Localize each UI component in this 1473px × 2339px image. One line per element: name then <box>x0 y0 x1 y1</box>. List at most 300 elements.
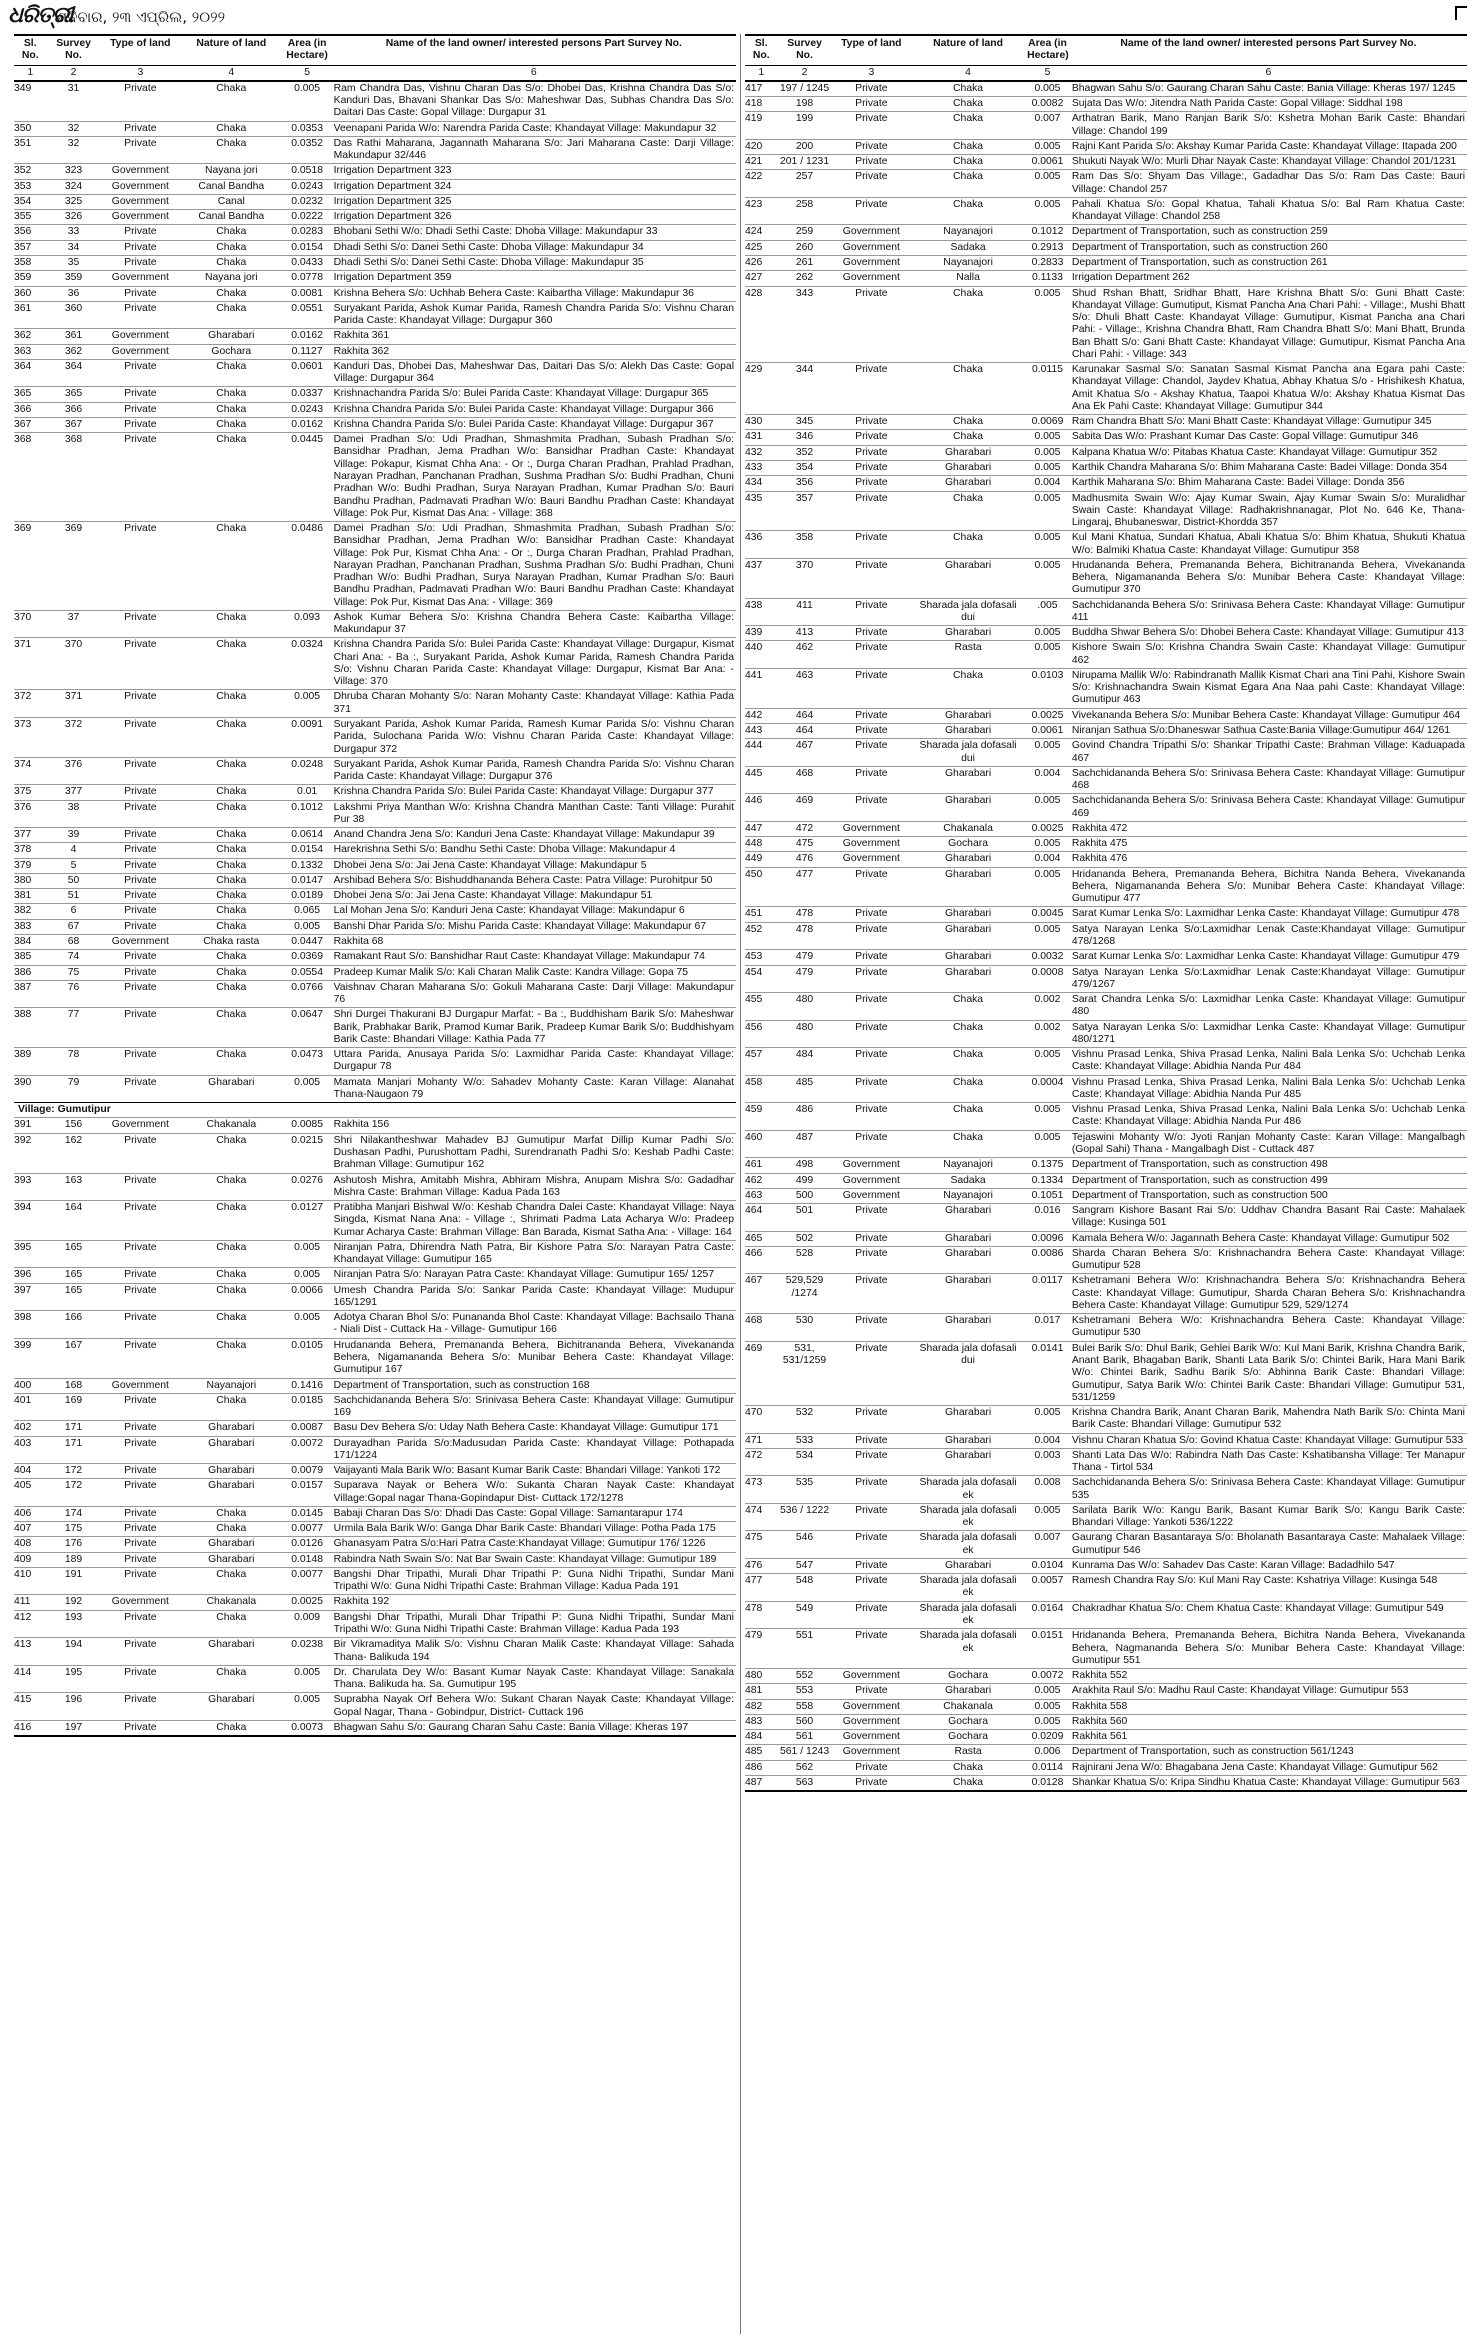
owner-cell: Dhobei Jena S/o: Jai Jena Caste: Khandayat Village: Makundapur 51 <box>332 889 736 904</box>
owner-cell: Suryakant Parida, Ashok Kumar Parida, Ramesh Kumar Parida S/o: Vishnu Charan Parida, Sulochana Parida W/o: Vishnu Charan Parida Caste: Khandayat Village: Durgapur 372 <box>332 718 736 758</box>
survey-cell: 475 <box>777 837 831 852</box>
sl-cell: 484 <box>745 1730 777 1745</box>
sl-cell: 354 <box>14 194 46 209</box>
nature-cell: Chaka <box>180 1008 283 1048</box>
sl-cell: 367 <box>14 417 46 432</box>
table-row <box>745 1531 1467 1559</box>
nature-cell: Chaka <box>180 1311 283 1339</box>
owner-cell: Department of Transportation, such as construction 259 <box>1070 225 1467 240</box>
area-cell: 0.1012 <box>283 800 332 828</box>
sl-cell: 424 <box>745 225 777 240</box>
table-row <box>14 1665 736 1693</box>
sl-cell: 379 <box>14 858 46 873</box>
area-cell: 0.0072 <box>1025 1669 1070 1684</box>
area-cell: 0.0141 <box>1025 1341 1070 1405</box>
owner-cell: Damei Pradhan S/o: Udi Pradhan, Shmashmita Pradhan, Subash Pradhan S/o: Bansidhar Pradhan, Jema Pradhan W/o: Bansidhar Pradhan Caste: Khandayat Village: Pokapur, Kismat Chha Ana: - Or :, Durga Charan Pradhan, Prahlad Pradhan, Narayan Pradhan, Panchanan Pradhan, Sushma Pradhan S/o: Budhi Pradhan, Chuni Pradhan W/o: Budhi Pradhan, Surya Narayan Pradhan, Kumar Pradhan S/o: Bauri Bandhu Pradhan, Padmavati Pradhan W/o: Bauri Bandhu Pradhan Caste: Khandayat Village: Pok Pur, Kismat Das Ana: - Village: 368 <box>332 433 736 522</box>
nature-cell: Chaka <box>180 417 283 432</box>
sl-cell: 447 <box>745 821 777 836</box>
nature-cell: Gharabari <box>911 1246 1025 1274</box>
owner-cell: Rakhita 361 <box>332 329 736 344</box>
table-row <box>14 1421 736 1436</box>
area-cell: 0.0004 <box>1025 1075 1070 1103</box>
type-cell: Private <box>832 1075 911 1103</box>
section-heading: Village: Gumutipur <box>14 1103 736 1118</box>
area-cell: 0.005 <box>1025 445 1070 460</box>
area-cell: 0.005 <box>1025 1684 1070 1699</box>
owner-cell: Irrigation Department 262 <box>1070 271 1467 286</box>
survey-cell: 549 <box>777 1601 831 1629</box>
nature-cell: Sadaka <box>911 1173 1025 1188</box>
owner-cell: Sarat Chandra Lenka S/o: Laxmidhar Lenka Caste: Khandayat Village: Gumutipur 480 <box>1070 993 1467 1021</box>
table-row <box>14 919 736 934</box>
sl-cell: 437 <box>745 558 777 598</box>
sl-cell: 425 <box>745 240 777 255</box>
type-cell: Private <box>101 1075 180 1103</box>
nature-cell: Chaka <box>180 800 283 828</box>
type-cell: Private <box>832 1103 911 1131</box>
owner-cell: Department of Transportation, such as construction 261 <box>1070 255 1467 270</box>
type-cell: Government <box>832 225 911 240</box>
nature-cell: Chaka <box>180 873 283 888</box>
owner-cell: Suprabha Nayak Orf Behera W/o: Sukant Charan Nayak Caste: Khandayat Village: Gopal Nagar, Thana - Gobindpur, District- Cuttack 196 <box>332 1693 736 1721</box>
survey-cell: 31 <box>46 81 100 121</box>
area-cell: 0.1012 <box>1025 225 1070 240</box>
survey-cell: 197 <box>46 1720 100 1736</box>
owner-cell: Adotya Charan Bhol S/o: Punananda Bhol Caste: Khandayat Village: Bachsailo Thana - Niali Dist - Cuttack Ha - Village- Gumutipur 166 <box>332 1311 736 1339</box>
sl-cell: 353 <box>14 179 46 194</box>
type-cell: Government <box>832 1745 911 1760</box>
table-row <box>745 1246 1467 1274</box>
sl-cell: 358 <box>14 255 46 270</box>
table-row <box>14 757 736 785</box>
sl-cell: 392 <box>14 1133 46 1173</box>
type-cell: Government <box>101 1118 180 1133</box>
owner-cell: Bangshi Dhar Tripathi, Murali Dhar Tripathi P: Guna Nidhi Tripathi, Sundar Mani Tripathi W/o: Guna Nidhi Tripathi Caste: Brahman Village: Kadua Pada 191 <box>332 1567 736 1595</box>
sl-cell: 365 <box>14 387 46 402</box>
survey-cell: 191 <box>46 1567 100 1595</box>
survey-cell: 50 <box>46 873 100 888</box>
owner-cell: Satya Narayan Lenka S/o: Laxmidhar Lenka Caste: Khandayat Village: Gumutipur 480/1271 <box>1070 1020 1467 1048</box>
area-cell: 0.0115 <box>1025 363 1070 415</box>
sl-cell: 376 <box>14 800 46 828</box>
survey-cell: 194 <box>46 1638 100 1666</box>
nature-cell: Chaka <box>180 785 283 800</box>
area-cell: 0.0072 <box>283 1436 332 1464</box>
survey-cell: 533 <box>777 1433 831 1448</box>
area-cell: .005 <box>1025 598 1070 626</box>
owner-cell: Kalpana Khatua W/o: Pitabas Khatua Caste: Khandayat Village: Gumutipur 352 <box>1070 445 1467 460</box>
owner-cell: Rajnirani Jena W/o: Bhagabana Jena Caste: Khandayat Village: Gumutipur 562 <box>1070 1760 1467 1775</box>
nature-cell: Chaka <box>180 1522 283 1537</box>
survey-cell: 74 <box>46 950 100 965</box>
area-cell: 0.005 <box>1025 739 1070 767</box>
survey-cell: 165 <box>46 1283 100 1311</box>
header-sl: Sl. No. <box>14 35 46 65</box>
area-cell: 0.0057 <box>1025 1574 1070 1602</box>
nature-cell: Sharada jala dofasali dui <box>911 598 1025 626</box>
sl-cell: 349 <box>14 81 46 121</box>
sl-cell: 435 <box>745 491 777 531</box>
area-cell: 0.0128 <box>1025 1775 1070 1791</box>
owner-cell: Das Rathi Maharana, Jagannath Maharana S/o: Jari Maharana Caste: Darji Village: Makundapur 32/446 <box>332 136 736 164</box>
type-cell: Private <box>101 965 180 980</box>
owner-cell: Veenapani Parida W/o: Narendra Parida Caste: Khandayat Village: Makundapur 32 <box>332 121 736 136</box>
owner-cell: Anand Chandra Jena S/o: Kanduri Jena Caste: Khandayat Village: Makundapur 39 <box>332 828 736 843</box>
owner-cell: Ramakant Raut S/o: Banshidhar Raut Caste: Khandayat Village: Makundapur 74 <box>332 950 736 965</box>
survey-cell: 165 <box>46 1268 100 1283</box>
survey-cell: 171 <box>46 1436 100 1464</box>
survey-cell: 561 <box>777 1730 831 1745</box>
area-cell: 0.0073 <box>283 1720 332 1736</box>
table-row <box>14 1173 736 1201</box>
nature-cell: Chaka <box>180 359 283 387</box>
sl-cell: 454 <box>745 965 777 993</box>
nature-cell: Gharabari <box>180 1552 283 1567</box>
nature-cell: Nayanajori <box>911 225 1025 240</box>
header-area: Area (in Hectare) <box>1025 35 1070 65</box>
type-cell: Private <box>101 638 180 690</box>
sl-cell: 458 <box>745 1075 777 1103</box>
sl-cell: 427 <box>745 271 777 286</box>
table-row <box>745 668 1467 708</box>
nature-cell: Gochara <box>911 1714 1025 1729</box>
area-cell: 0.005 <box>1025 1103 1070 1131</box>
owner-cell: Kshetramani Behera W/o: Krishnachandra Behera S/o: Krishnachandra Behera Caste: Khandayat Village: Gumutipur, Sharda Charan Behera S/o: Krishnachandra Behera Caste: Khandayat Village: Gumutipur 529, 529/1274 <box>1070 1274 1467 1314</box>
nature-cell: Chaka <box>180 980 283 1008</box>
type-cell: Private <box>832 112 911 140</box>
table-row <box>745 271 1467 286</box>
sl-cell: 417 <box>745 81 777 97</box>
table-row <box>14 950 736 965</box>
type-cell: Private <box>101 402 180 417</box>
type-cell: Private <box>101 1268 180 1283</box>
page-header <box>0 0 1473 30</box>
sl-cell: 395 <box>14 1240 46 1268</box>
area-cell: 0.0008 <box>1025 965 1070 993</box>
sl-cell: 413 <box>14 1638 46 1666</box>
table-row <box>14 210 736 225</box>
header-sl: Sl. No. <box>745 35 777 65</box>
nature-cell: Chaka <box>180 828 283 843</box>
sl-cell: 479 <box>745 1629 777 1669</box>
nature-cell: Gharabari <box>180 1537 283 1552</box>
table-row <box>14 1610 736 1638</box>
owner-cell: Urmila Bala Barik W/o: Ganga Dhar Barik Caste: Bhandari Village: Potha Pada 175 <box>332 1522 736 1537</box>
type-cell: Private <box>832 139 911 154</box>
section-row <box>14 1103 736 1118</box>
area-cell: 0.2913 <box>1025 240 1070 255</box>
header-type: Type of land <box>101 35 180 65</box>
owner-cell: Shanti Lata Das W/o: Rabindra Nath Das Caste: Kshatibansha Village: Ter Manapur Thana - Tirtol 534 <box>1070 1448 1467 1476</box>
sl-cell: 476 <box>745 1558 777 1573</box>
area-cell: 0.005 <box>1025 1699 1070 1714</box>
type-cell: Private <box>101 1338 180 1378</box>
type-cell: Private <box>832 1574 911 1602</box>
sl-cell: 473 <box>745 1476 777 1504</box>
right-column <box>745 34 1467 1792</box>
type-cell: Private <box>101 1311 180 1339</box>
area-cell: 0.004 <box>1025 476 1070 491</box>
nature-cell: Chaka <box>180 433 283 522</box>
table-row <box>745 1714 1467 1729</box>
nature-cell: Chaka <box>911 430 1025 445</box>
table-row <box>14 271 736 286</box>
nature-cell: Chaka <box>180 889 283 904</box>
type-cell: Private <box>832 430 911 445</box>
type-cell: Private <box>101 785 180 800</box>
survey-cell: 79 <box>46 1075 100 1103</box>
nature-cell: Chaka <box>911 415 1025 430</box>
sl-cell: 410 <box>14 1567 46 1595</box>
nature-cell: Chaka <box>911 531 1025 559</box>
sl-cell: 481 <box>745 1684 777 1699</box>
sl-cell: 409 <box>14 1552 46 1567</box>
owner-cell: Arshibad Behera S/o: Bishuddhananda Behera Caste: Patra Village: Purohitpur 50 <box>332 873 736 888</box>
sl-cell: 397 <box>14 1283 46 1311</box>
survey-cell: 67 <box>46 919 100 934</box>
sl-cell: 478 <box>745 1601 777 1629</box>
table-row <box>745 1075 1467 1103</box>
table-row <box>745 1629 1467 1669</box>
survey-cell: 477 <box>777 867 831 907</box>
nature-cell: Chaka <box>911 155 1025 170</box>
type-cell: Private <box>832 626 911 641</box>
nature-cell: Chakanala <box>911 1699 1025 1714</box>
sl-cell: 475 <box>745 1531 777 1559</box>
owner-cell: Sabita Das W/o: Prashant Kumar Das Caste: Gopal Village: Gumutipur 346 <box>1070 430 1467 445</box>
sl-cell: 371 <box>14 638 46 690</box>
area-cell: 0.0337 <box>283 387 332 402</box>
sl-cell: 448 <box>745 837 777 852</box>
type-cell: Government <box>832 255 911 270</box>
area-cell: 0.0154 <box>283 240 332 255</box>
area-cell: 0.0114 <box>1025 1760 1070 1775</box>
survey-cell: 529,529 /1274 <box>777 1274 831 1314</box>
survey-cell: 51 <box>46 889 100 904</box>
nature-cell: Chaka <box>180 718 283 758</box>
owner-cell: Suryakant Parida, Ashok Kumar Parida, Ramesh Chandra Parida S/o: Vishnu Charan Parida Caste: Khandayat Village: Durgapur 360 <box>332 301 736 329</box>
owner-cell: Lal Mohan Jena S/o: Kanduri Jena Caste: Khandayat Village: Makundapur 6 <box>332 904 736 919</box>
nature-cell: Sharada jala dofasali ek <box>911 1601 1025 1629</box>
table-row <box>14 828 736 843</box>
survey-cell: 371 <box>46 690 100 718</box>
sl-cell: 486 <box>745 1760 777 1775</box>
area-cell: 0.065 <box>283 904 332 919</box>
header-num: 1 <box>14 65 46 81</box>
survey-cell: 551 <box>777 1629 831 1669</box>
owner-cell: Shri Durgei Thakurani BJ Durgapur Marfat: - Ba :, Buddhisham Barik S/o: Maheshwar Barik, Prabhakar Barik, Pramod Kumar Barik, Pradeep Kumar Barik S/o: Buddhishyam Barik Caste: Bhandari Village: Kathia Pada 77 <box>332 1008 736 1048</box>
area-cell: 0.005 <box>283 1311 332 1339</box>
nature-cell: Gharabari <box>911 558 1025 598</box>
type-cell: Private <box>101 718 180 758</box>
survey-cell: 172 <box>46 1479 100 1507</box>
nature-cell: Gharabari <box>911 907 1025 922</box>
owner-cell: Rakhita 561 <box>1070 1730 1467 1745</box>
table-row <box>745 794 1467 822</box>
survey-cell: 195 <box>46 1665 100 1693</box>
sl-cell: 396 <box>14 1268 46 1283</box>
area-cell: 0.0238 <box>283 1638 332 1666</box>
table-row <box>14 610 736 638</box>
survey-cell: 498 <box>777 1158 831 1173</box>
table-row <box>745 1433 1467 1448</box>
area-cell: 0.0209 <box>1025 1730 1070 1745</box>
table-row <box>745 1173 1467 1188</box>
header-num: 3 <box>101 65 180 81</box>
table-row <box>745 1601 1467 1629</box>
nature-cell: Gharabari <box>911 1433 1025 1448</box>
sl-cell: 434 <box>745 476 777 491</box>
owner-cell: Irrigation Department 324 <box>332 179 736 194</box>
area-cell: 0.0032 <box>1025 950 1070 965</box>
survey-cell: 376 <box>46 757 100 785</box>
area-cell: 0.0283 <box>283 225 332 240</box>
nature-cell: Chaka <box>911 170 1025 198</box>
nature-cell: Chaka <box>180 1240 283 1268</box>
survey-cell: 479 <box>777 950 831 965</box>
area-cell: 0.005 <box>1025 286 1070 363</box>
table-row <box>745 363 1467 415</box>
header-owner: Name of the land owner/ interested persons Part Survey No. <box>332 35 736 65</box>
nature-cell: Gharabari <box>911 965 1025 993</box>
owner-cell: Shud Rshan Bhatt, Sridhar Bhatt, Hare Krishna Bhatt S/o: Guni Bhatt Caste: Khandayat Village: Gumutiput, Kismat Pancha Ana Chari Pahi: - Village:, Mushi Bhatt S/o: Dhuli Bhatt Caste: Khandayat Village: Gumutipur, Kismat Pancha ana Chari Pahi: - Village:, Krishna Chandra Bhatt, Ram Chandra Bhatt S/o: Mani Bhatt, Brunda Ban Bhatt S/o: Gani Bhatt Caste: Khandayat Village: Gumutipur, Kismat Pancha Ana Chari Pahi: - Village: 343 <box>1070 286 1467 363</box>
owner-cell: Bhagwan Sahu S/o: Gaurang Charan Sahu Caste: Bania Village: Kheras 197 <box>332 1720 736 1736</box>
sl-cell: 463 <box>745 1188 777 1203</box>
sl-cell: 487 <box>745 1775 777 1791</box>
sl-cell: 482 <box>745 1699 777 1714</box>
table-row <box>14 1479 736 1507</box>
area-cell: 0.005 <box>283 1693 332 1721</box>
type-cell: Private <box>101 417 180 432</box>
survey-cell: 548 <box>777 1574 831 1602</box>
type-cell: Private <box>832 97 911 112</box>
type-cell: Private <box>101 1048 180 1076</box>
sl-cell: 464 <box>745 1204 777 1232</box>
type-cell: Private <box>832 1020 911 1048</box>
table-row <box>14 121 736 136</box>
owner-cell: Vishnu Prasad Lenka, Shiva Prasad Lenka, Nalini Bala Lenka S/o: Uchchab Lenka Caste: Khandayat Village: Abidhia Nanda Pur 486 <box>1070 1103 1467 1131</box>
nature-cell: Chaka <box>180 1665 283 1693</box>
survey-cell: 323 <box>46 164 100 179</box>
table-row <box>745 1730 1467 1745</box>
owner-cell: Department of Transportation, such as construction 260 <box>1070 240 1467 255</box>
nature-cell: Chaka <box>911 1048 1025 1076</box>
area-cell: 0.009 <box>283 1610 332 1638</box>
nature-cell: Gochara <box>911 837 1025 852</box>
nature-cell: Gharabari <box>911 867 1025 907</box>
survey-cell: 156 <box>46 1118 100 1133</box>
owner-cell: Krishna Chandra Parida S/o: Bulei Parida Caste: Khandayat Village: Durgapur 366 <box>332 402 736 417</box>
survey-cell: 463 <box>777 668 831 708</box>
type-cell: Private <box>832 1204 911 1232</box>
table-row <box>745 240 1467 255</box>
nature-cell: Gharabari <box>911 708 1025 723</box>
type-cell: Private <box>101 1240 180 1268</box>
type-cell: Government <box>832 1669 911 1684</box>
type-cell: Private <box>832 415 911 430</box>
area-cell: 0.005 <box>283 1075 332 1103</box>
left-column <box>14 34 736 1737</box>
table-row <box>14 1338 736 1378</box>
sl-cell: 450 <box>745 867 777 907</box>
type-cell: Private <box>832 794 911 822</box>
nature-cell: Chaka <box>180 638 283 690</box>
survey-cell: 34 <box>46 240 100 255</box>
table-row <box>745 225 1467 240</box>
area-cell: 0.0025 <box>283 1595 332 1610</box>
nature-cell: Chaka <box>180 387 283 402</box>
survey-cell: 367 <box>46 417 100 432</box>
header-area: Area (in Hectare) <box>283 35 332 65</box>
nature-cell: Chaka <box>911 139 1025 154</box>
type-cell: Government <box>101 164 180 179</box>
table-row <box>745 1775 1467 1791</box>
area-cell: 0.0447 <box>283 935 332 950</box>
nature-cell: Canal Bandha <box>180 210 283 225</box>
survey-cell: 486 <box>777 1103 831 1131</box>
type-cell: Private <box>101 858 180 873</box>
area-cell: 0.0061 <box>1025 724 1070 739</box>
nature-cell: Chaka <box>180 1173 283 1201</box>
owner-cell: Irrigation Department 325 <box>332 194 736 209</box>
type-cell: Private <box>832 1448 911 1476</box>
table-row <box>745 821 1467 836</box>
owner-cell: Nirupama Mallik W/o: Rabindranath Mallik Kismat Chari ana Tini Pahi, Kishore Swain S/o: Krishnachandra Swain Kismat Egara Ana Naa pahi Caste: Khandayat Village: Gumutipur 463 <box>1070 668 1467 708</box>
area-cell: 0.0091 <box>283 718 332 758</box>
owner-cell: Shri Nilakantheshwar Mahadev BJ Gumutipur Marfat Dillip Kumar Padhi S/o: Dushasan Padhi, Purushottam Padhi, Surendranath Padhi S/o: Keshab Padhi Caste: Brahman Village: Gumutipur 162 <box>332 1133 736 1173</box>
sl-cell: 444 <box>745 739 777 767</box>
survey-cell: 75 <box>46 965 100 980</box>
survey-cell: 325 <box>46 194 100 209</box>
owner-cell: Tejaswini Mohanty W/o: Jyoti Ranjan Mohanty Caste: Karan Village: Mangalbagh (Gopal Sahi) Thana - Mangalbagh Dist - Cuttack 487 <box>1070 1130 1467 1158</box>
owner-cell: Sangram Kishore Basant Rai S/o: Uddhav Chandra Basant Rai Caste: Mahalaek Village: Kusinga 501 <box>1070 1204 1467 1232</box>
owner-cell: Dr. Charulata Dey W/o: Basant Kumar Nayak Caste: Khandayat Village: Sanakala Thana. Balikuda ha. Sa. Gumutipur 195 <box>332 1665 736 1693</box>
survey-cell: 193 <box>46 1610 100 1638</box>
table-row <box>745 1699 1467 1714</box>
survey-cell: 468 <box>777 766 831 794</box>
table-row <box>14 889 736 904</box>
nature-cell: Chakanala <box>180 1118 283 1133</box>
survey-cell: 359 <box>46 271 100 286</box>
owner-cell: Ram Chandra Das, Vishnu Charan Das S/o: Dhobei Das, Krishna Chandra Das S/o: Kanduri Das, Bhavani Shankar Das S/o: Maheshwar Das, Subhas Chandra Das S/o: Daitari Das Caste: Gopal Village: Durgapur 31 <box>332 81 736 121</box>
table-row <box>14 255 736 270</box>
type-cell: Private <box>832 598 911 626</box>
table-row <box>14 1311 736 1339</box>
sl-cell: 446 <box>745 794 777 822</box>
owner-cell: Irrigation Department 359 <box>332 271 736 286</box>
nature-cell: Nayanajori <box>911 1188 1025 1203</box>
nature-cell: Chaka <box>180 136 283 164</box>
owner-cell: Krishna Chandra Parida S/o: Bulei Parida Caste: Khandayat Village: Durgapur 377 <box>332 785 736 800</box>
type-cell: Private <box>101 757 180 785</box>
type-cell: Private <box>832 1558 911 1573</box>
type-cell: Government <box>832 1188 911 1203</box>
area-cell: 0.0127 <box>283 1201 332 1241</box>
type-cell: Private <box>101 81 180 121</box>
survey-cell: 536 / 1222 <box>777 1503 831 1531</box>
owner-cell: Irrigation Department 323 <box>332 164 736 179</box>
survey-cell: 501 <box>777 1204 831 1232</box>
sl-cell: 461 <box>745 1158 777 1173</box>
survey-cell: 38 <box>46 800 100 828</box>
area-cell: 0.005 <box>1025 626 1070 641</box>
area-cell: 0.005 <box>1025 558 1070 598</box>
sl-cell: 465 <box>745 1231 777 1246</box>
type-cell: Private <box>832 708 911 723</box>
survey-cell: 169 <box>46 1393 100 1421</box>
owner-cell: Uttara Parida, Anusaya Parida S/o: Laxmidhar Parida Caste: Khandayat Village: Durgapur 78 <box>332 1048 736 1076</box>
area-cell: 0.007 <box>1025 1531 1070 1559</box>
